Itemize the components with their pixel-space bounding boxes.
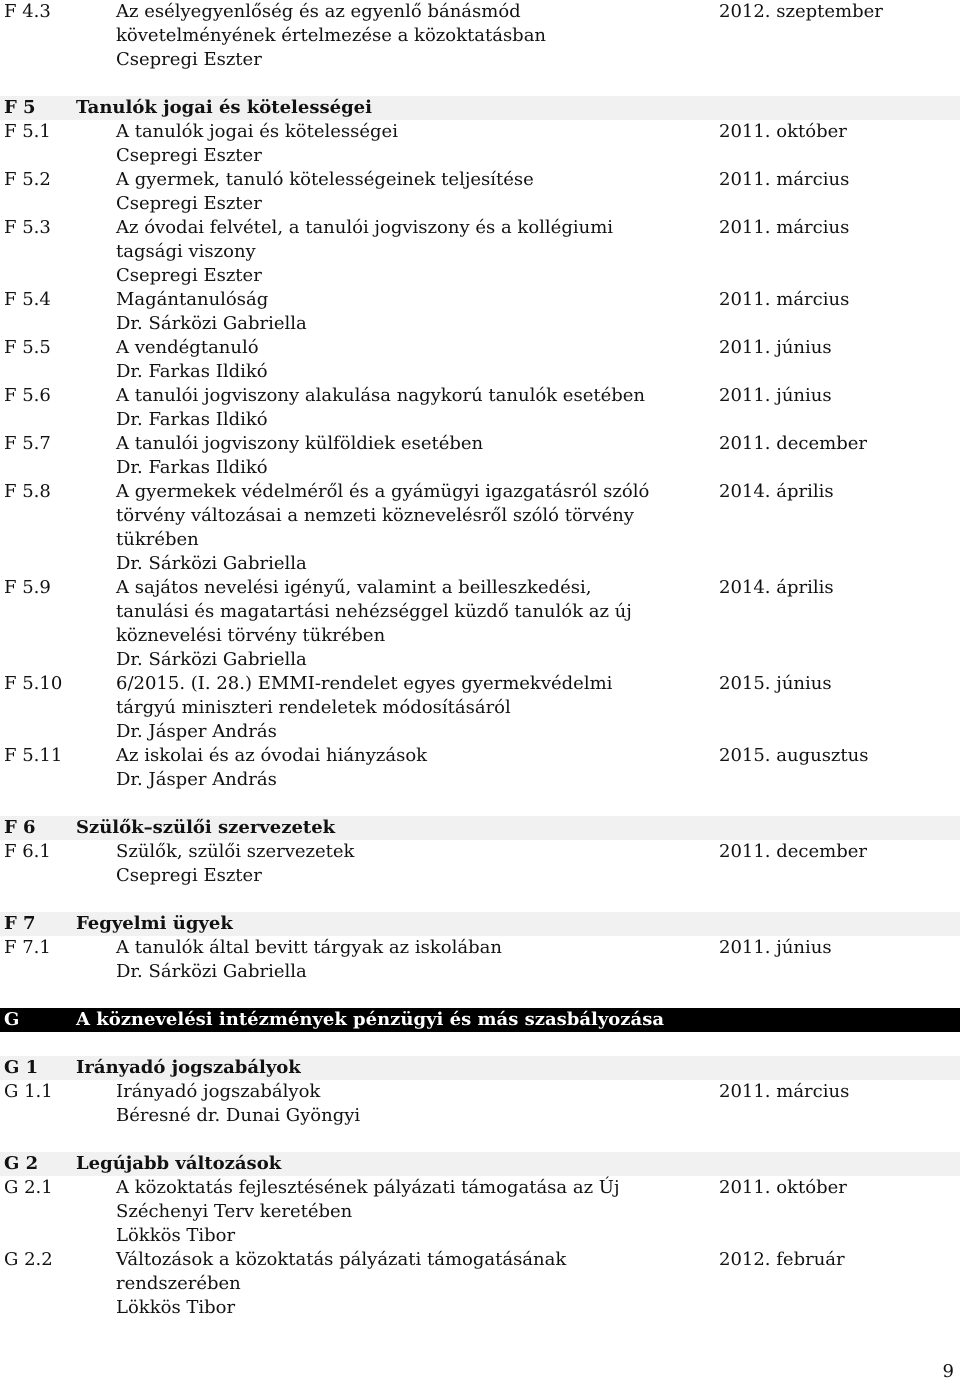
entry-code: G 2.2: [4, 1249, 53, 1270]
entry-code: F 5.1: [4, 121, 51, 142]
entry-date: 2011. december: [719, 433, 868, 454]
entry-title: A sajátos nevelési igényű, valamint a beilleszkedési,: [116, 577, 592, 598]
toc-entry-line: [0, 144, 960, 168]
entry-code: F 5.8: [4, 481, 51, 502]
entry-author: Dr. Sárközi Gabriella: [116, 313, 307, 334]
toc-entry-line: [0, 1296, 960, 1320]
toc-entry-line: [0, 192, 960, 216]
toc-entry: [0, 1248, 960, 1320]
entry-author: Dr. Farkas Ildikó: [116, 457, 268, 478]
entry-title: követelményének értelmezése a közoktatásban: [116, 25, 547, 46]
section-code: G: [4, 1009, 20, 1030]
entry-title: Az iskolai és az óvodai hiányzások: [116, 745, 428, 766]
entry-code: F 5.5: [4, 337, 51, 358]
entry-code: G 2.1: [4, 1177, 53, 1198]
spacer: [0, 888, 960, 912]
toc-entry-line: [0, 1104, 960, 1128]
entry-title: köznevelési törvény tükrében: [116, 625, 386, 646]
section-heading: [0, 1152, 960, 1176]
toc-entry-line: [0, 480, 960, 504]
entry-date: 2011. március: [719, 169, 850, 190]
page-number: 9: [942, 1361, 954, 1382]
section-title: A köznevelési intézmények pénzügyi és más szasbályozása: [76, 1009, 664, 1030]
toc-entry-line: [0, 1224, 960, 1248]
toc-entry-line: [0, 576, 960, 600]
entry-code: F 5.10: [4, 673, 63, 694]
entry-author: Dr. Farkas Ildikó: [116, 409, 268, 430]
entry-title: 6/2015. (I. 28.) EMMI-rendelet egyes gyermekvédelmi: [116, 673, 613, 694]
toc-entry: [0, 1080, 960, 1128]
section-code: F 5: [4, 97, 36, 118]
toc-entry: [0, 288, 960, 336]
entry-code: F 5.3: [4, 217, 51, 238]
entry-title: törvény változásai a nemzeti köznevelésről szóló törvény: [116, 505, 634, 526]
entry-title: A közoktatás fejlesztésének pályázati támogatása az Új: [116, 1177, 620, 1198]
entry-author: Lökkös Tibor: [116, 1225, 236, 1246]
toc-entry: [0, 672, 960, 744]
toc-entry-line: [0, 216, 960, 240]
toc-entry-line: [0, 48, 960, 72]
entry-title: A gyermek, tanuló kötelességeinek teljesítése: [116, 169, 534, 190]
toc-entry-line: [0, 120, 960, 144]
toc-entry-line: [0, 1200, 960, 1224]
toc-entry: [0, 216, 960, 288]
entry-title: A vendégtanuló: [116, 337, 259, 358]
toc-entry-line: [0, 336, 960, 360]
entry-code: F 6.1: [4, 841, 51, 862]
entry-date: 2011. december: [719, 841, 868, 862]
toc-entry-line: [0, 1272, 960, 1296]
entry-title: Az óvodai felvétel, a tanulói jogviszony és a kollégiumi: [116, 217, 614, 238]
section-code: G 1: [4, 1057, 39, 1078]
entry-author: Csepregi Eszter: [116, 193, 262, 214]
entry-date: 2012. szeptember: [719, 1, 883, 22]
section-title: Szülők–szülői szervezetek: [76, 817, 336, 838]
entry-author: Lökkös Tibor: [116, 1297, 236, 1318]
entry-date: 2015. június: [719, 673, 832, 694]
toc-entry-line: [0, 864, 960, 888]
toc-entry-line: [0, 24, 960, 48]
entry-date: 2011. június: [719, 385, 832, 406]
entry-date: 2011. március: [719, 1081, 850, 1102]
entry-code: F 5.9: [4, 577, 51, 598]
section-code: F 7: [4, 913, 36, 934]
entry-date: 2011. március: [719, 289, 850, 310]
toc-entry: [0, 840, 960, 888]
toc-entry-line: [0, 1080, 960, 1104]
section-title: Irányadó jogszabályok: [76, 1057, 301, 1078]
entry-date: 2011. március: [719, 217, 850, 238]
entry-title: A gyermekek védelméről és a gyámügyi igazgatásról szóló: [116, 481, 650, 502]
toc-entry-line: [0, 528, 960, 552]
spacer: [0, 792, 960, 816]
entry-code: F 5.6: [4, 385, 51, 406]
entry-code: F 5.7: [4, 433, 51, 454]
section-code: F 6: [4, 817, 36, 838]
section-heading: [0, 816, 960, 840]
entry-code: G 1.1: [4, 1081, 53, 1102]
entry-title: rendszerében: [116, 1273, 241, 1294]
toc-entry-line: [0, 672, 960, 696]
section-heading: [0, 96, 960, 120]
spacer: [0, 72, 960, 96]
major-section-heading: [0, 1008, 960, 1032]
entry-code: F 5.4: [4, 289, 51, 310]
entry-author: Dr. Sárközi Gabriella: [116, 961, 307, 982]
toc-entry-line: [0, 936, 960, 960]
toc-entry: [0, 744, 960, 792]
entry-author: Csepregi Eszter: [116, 49, 262, 70]
entry-title: Magántanulóság: [116, 289, 269, 310]
entry-title: A tanulói jogviszony alakulása nagykorú tanulók esetében: [116, 385, 645, 406]
toc-entry: [0, 432, 960, 480]
toc-entry-line: [0, 432, 960, 456]
entry-author: Dr. Sárközi Gabriella: [116, 553, 307, 574]
toc-entry: [0, 480, 960, 576]
toc-entry-line: [0, 840, 960, 864]
toc-entry-line: [0, 768, 960, 792]
toc-entry-line: [0, 288, 960, 312]
toc-entry: [0, 336, 960, 384]
toc-entry-line: [0, 600, 960, 624]
entry-date: 2011. október: [719, 121, 847, 142]
entry-title: tárgyú miniszteri rendeletek módosításáról: [116, 697, 511, 718]
entry-title: Irányadó jogszabályok: [116, 1081, 321, 1102]
entry-code: F 5.2: [4, 169, 51, 190]
toc-entry-line: [0, 504, 960, 528]
toc-entry-line: [0, 312, 960, 336]
entry-author: Csepregi Eszter: [116, 265, 262, 286]
entry-date: 2011. október: [719, 1177, 847, 1198]
entry-author: Dr. Jásper András: [116, 769, 277, 790]
entry-author: Dr. Jásper András: [116, 721, 277, 742]
toc-entry: [0, 168, 960, 216]
entry-date: 2012. február: [719, 1249, 845, 1270]
toc-entry-line: [0, 744, 960, 768]
toc-entry-line: [0, 624, 960, 648]
toc-entry-line: [0, 1248, 960, 1272]
toc-entry-line: [0, 360, 960, 384]
toc-entry-line: [0, 456, 960, 480]
section-heading: [0, 1056, 960, 1080]
toc-entry-line: [0, 720, 960, 744]
toc-entry-line: [0, 696, 960, 720]
toc-entry: [0, 120, 960, 168]
entry-date: 2015. augusztus: [719, 745, 869, 766]
entry-title: Széchenyi Terv keretében: [116, 1201, 353, 1222]
entry-title: Az esélyegyenlőség és az egyenlő bánásmód: [116, 1, 521, 22]
entry-title: tagsági viszony: [116, 241, 256, 262]
toc-entry-line: [0, 264, 960, 288]
entry-date: 2011. június: [719, 937, 832, 958]
spacer: [0, 1032, 960, 1056]
toc-entry-line: [0, 648, 960, 672]
entry-author: Csepregi Eszter: [116, 865, 262, 886]
entry-date: 2014. április: [719, 577, 834, 598]
entry-author: Dr. Farkas Ildikó: [116, 361, 268, 382]
spacer: [0, 1128, 960, 1152]
entry-author: Csepregi Eszter: [116, 145, 262, 166]
entry-code: F 7.1: [4, 937, 51, 958]
entry-title: A tanulói jogviszony külföldiek esetében: [116, 433, 484, 454]
entry-date: 2011. június: [719, 337, 832, 358]
toc-entry-line: [0, 1176, 960, 1200]
section-code: G 2: [4, 1153, 39, 1174]
toc-entry: [0, 1176, 960, 1248]
toc-entry: [0, 0, 960, 72]
toc-entry-line: [0, 168, 960, 192]
entry-author: Dr. Sárközi Gabriella: [116, 649, 307, 670]
entry-date: 2014. április: [719, 481, 834, 502]
toc-entry-line: [0, 0, 960, 24]
entry-title: Változások a közoktatás pályázati támogatásának: [116, 1249, 567, 1270]
toc-entry-line: [0, 384, 960, 408]
entry-author: Béresné dr. Dunai Gyöngyi: [116, 1105, 361, 1126]
toc-entry-line: [0, 408, 960, 432]
entry-title: Szülők, szülői szervezetek: [116, 841, 355, 862]
toc-entry-line: [0, 552, 960, 576]
section-title: Tanulók jogai és kötelességei: [76, 97, 372, 118]
section-heading: [0, 912, 960, 936]
toc-entry: [0, 576, 960, 672]
spacer: [0, 984, 960, 1008]
entry-code: F 4.3: [4, 1, 51, 22]
toc-entry: [0, 936, 960, 984]
entry-title: tanulási és magatartási nehézséggel küzdő tanulók az új: [116, 601, 632, 622]
toc-entry-line: [0, 240, 960, 264]
entry-title: A tanulók jogai és kötelességei: [116, 121, 398, 142]
section-title: Legújabb változások: [76, 1153, 282, 1174]
entry-title: tükrében: [116, 529, 199, 550]
entry-code: F 5.11: [4, 745, 63, 766]
toc-entry-line: [0, 960, 960, 984]
section-title: Fegyelmi ügyek: [76, 913, 233, 934]
toc-entry: [0, 384, 960, 432]
entry-title: A tanulók által bevitt tárgyak az iskolában: [116, 937, 502, 958]
